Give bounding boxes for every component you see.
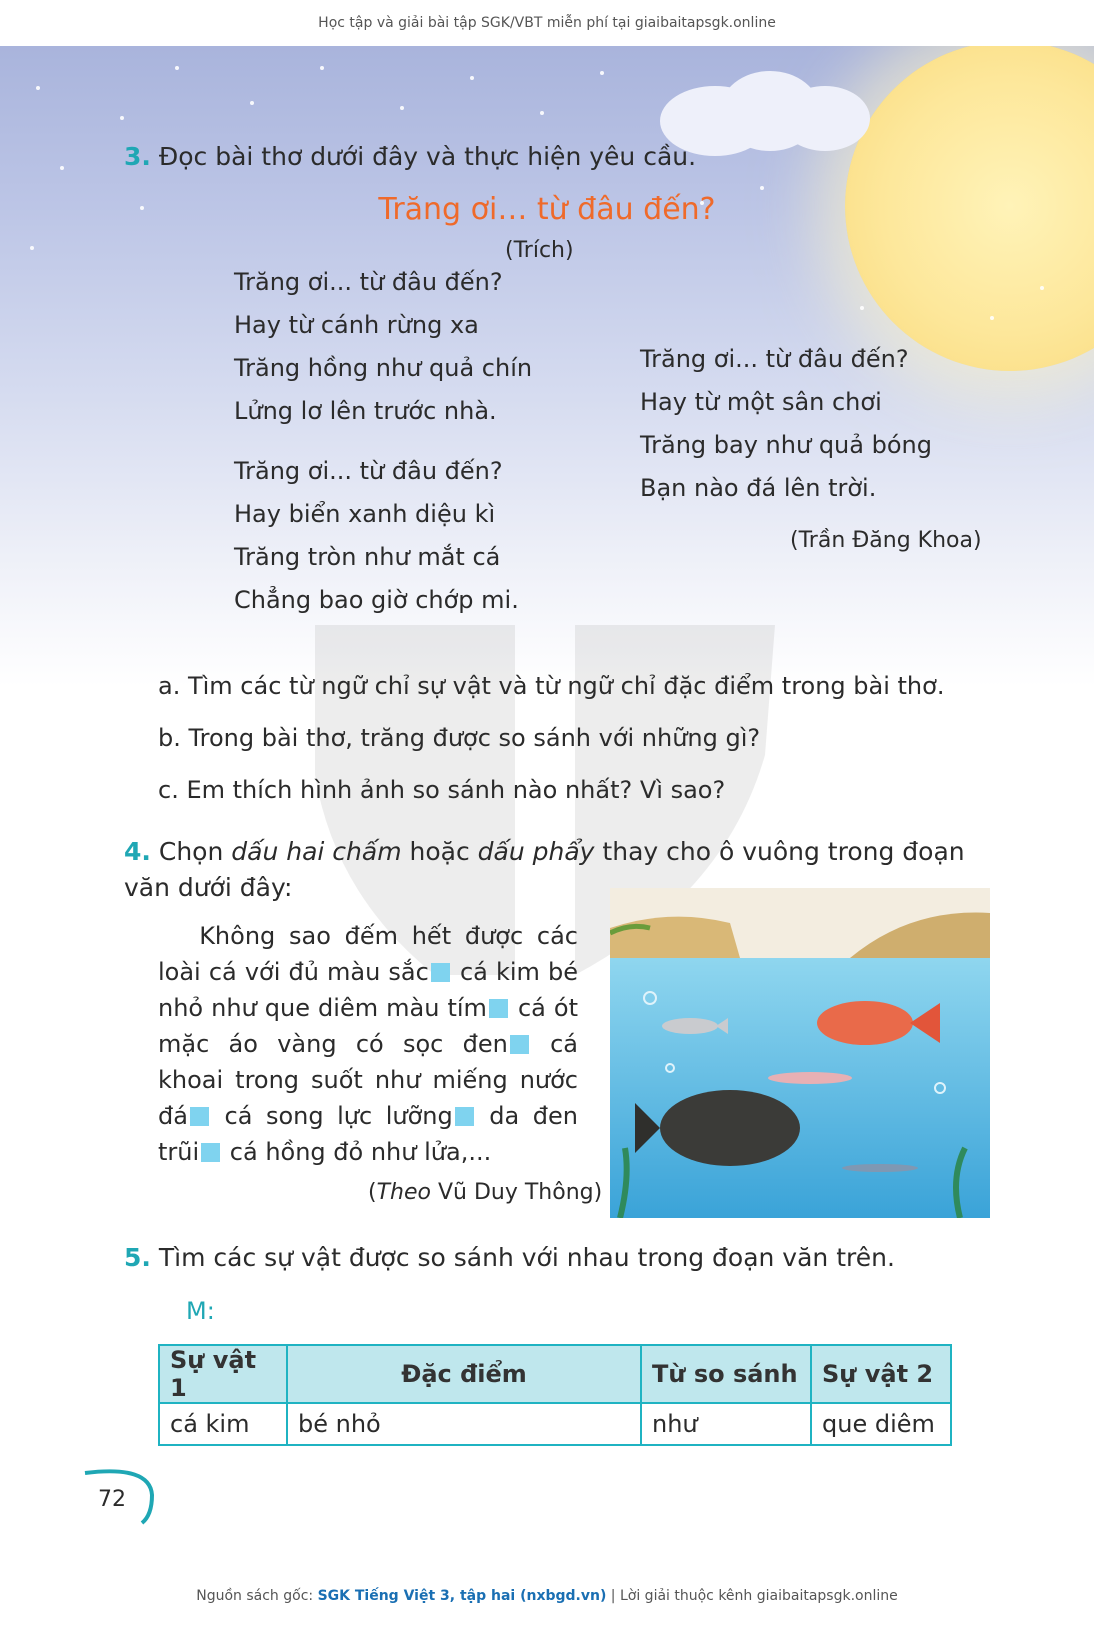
poem-title: Trăng ơi… từ đâu đến? (378, 192, 716, 227)
table-cell: như (641, 1403, 811, 1445)
question-3a: a. Tìm các từ ngữ chỉ sự vật và từ ngữ chỉ đặc điểm trong bài thơ. (158, 672, 945, 700)
table-header-row (159, 1345, 951, 1403)
poem-author: (Trần Đăng Khoa) (790, 528, 982, 553)
poem-line: Hay từ cánh rừng xa (234, 311, 479, 339)
poem-line: Hay biển xanh diệu kì (234, 500, 496, 528)
blank-box (489, 999, 508, 1018)
table-header: Sự vật 1 (159, 1345, 287, 1403)
poem-line: Trăng ơi... từ đâu đến? (234, 268, 503, 296)
example-label: M: (186, 1297, 215, 1325)
underwater-fish-illustration (610, 888, 990, 1218)
question-3b: b. Trong bài thơ, trăng được so sánh với những gì? (158, 724, 761, 752)
table-row (159, 1403, 951, 1445)
table-cell: que diêm (811, 1403, 951, 1445)
table-header: Từ so sánh (641, 1345, 811, 1403)
poem-line: Bạn nào đá lên trời. (640, 474, 877, 502)
question-3c: c. Em thích hình ảnh so sánh nào nhất? Vì sao? (158, 776, 726, 804)
passage-source: (Theo Vũ Duy Thông) (368, 1180, 603, 1205)
poem-line: Hay từ một sân chơi (640, 388, 882, 416)
passage: Không sao đếm hết được các loài cá với đủ màu sắc cá kim bé nhỏ như que diêm màu tím cá ót mặc áo vàng có sọc đen cá khoai trong suốt như miếng nước đá cá song lực lưỡng da đen trũi cá hồng đỏ như lửa,... (158, 922, 578, 1166)
poem-note: (Trích) (505, 238, 574, 263)
table-cell: cá kim (159, 1403, 287, 1445)
blank-box (190, 1107, 209, 1126)
blank-box (455, 1107, 474, 1126)
cloud (780, 86, 870, 151)
poem-line: Trăng hồng như quả chín (234, 354, 533, 382)
question-3: 3. Đọc bài thơ dưới đây và thực hiện yêu cầu. (124, 142, 697, 171)
table-cell: bé nhỏ (287, 1403, 641, 1445)
poem-line: Lửng lơ lên trước nhà. (234, 397, 497, 425)
comparison-table (158, 1344, 952, 1446)
table-header: Sự vật 2 (811, 1345, 951, 1403)
question-4: 4. Chọn dấu hai chấm hoặc dấu phẩy thay cho ô vuông trong đoạn văn dưới đây: (124, 837, 965, 902)
page-number: 72 (98, 1487, 126, 1512)
source-book-link[interactable]: SGK Tiếng Việt 3, tập hai (nxbgd.vn) (317, 1588, 607, 1604)
poem-line: Trăng tròn như mắt cá (234, 543, 501, 571)
question-5: 5. Tìm các sự vật được so sánh với nhau trong đoạn văn trên. (124, 1243, 895, 1272)
page-header: Học tập và giải bài tập SGK/VBT miễn phí tại giaibaitapsgk.online (0, 0, 1094, 46)
blank-box (431, 963, 450, 982)
page-footer: Nguồn sách gốc: SGK Tiếng Việt 3, tập hai (nxbgd.vn) | Lời giải thuộc kênh giaibaitapsgk.online (196, 1588, 898, 1604)
poem-line: Trăng ơi... từ đâu đến? (234, 457, 503, 485)
poem-line: Trăng bay như quả bóng (640, 431, 932, 459)
poem-line: Trăng ơi... từ đâu đến? (640, 345, 909, 373)
blank-box (510, 1035, 529, 1054)
blank-box (201, 1143, 220, 1162)
poem-line: Chẳng bao giờ chớp mi. (234, 586, 519, 614)
table-header: Đặc điểm (287, 1345, 641, 1403)
